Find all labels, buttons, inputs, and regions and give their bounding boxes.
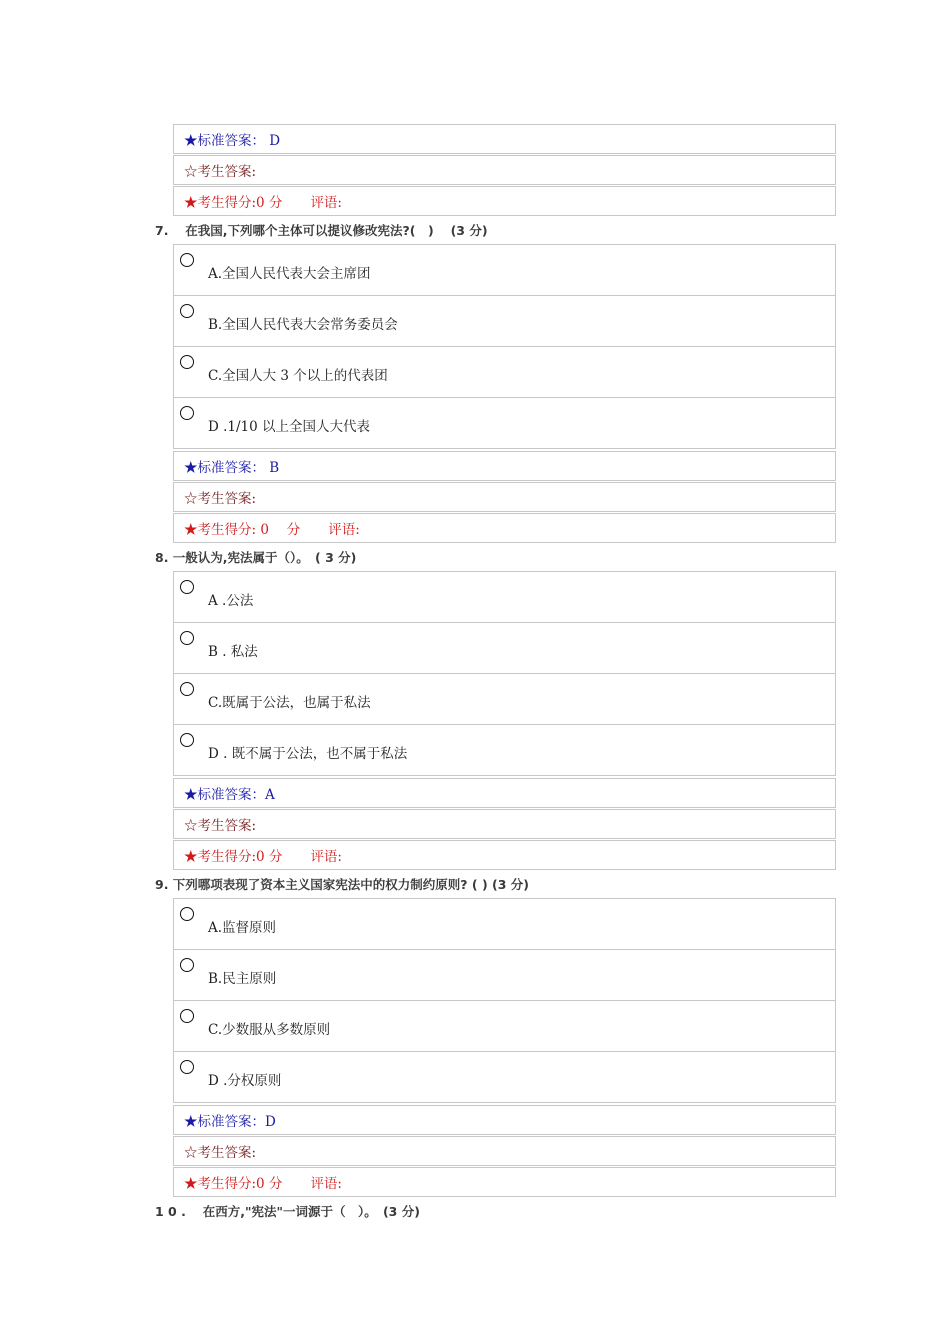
- score-row: [173, 513, 836, 543]
- option-label: D .分权原则: [208, 1073, 282, 1089]
- radio-button-icon[interactable]: [180, 1009, 194, 1023]
- option-label: A.监督原则: [208, 920, 277, 936]
- standard-answer-row: [173, 778, 836, 808]
- option-c[interactable]: [174, 1001, 835, 1052]
- comment-label: 评语:: [310, 1176, 342, 1192]
- radio-button-icon[interactable]: [180, 253, 194, 267]
- radio-button-icon[interactable]: [180, 1060, 194, 1074]
- standard-answer-row: [173, 124, 836, 154]
- radio-button-icon[interactable]: [180, 406, 194, 420]
- standard-answer-row: [173, 451, 836, 481]
- question-8-title: 8. 一般认为,宪法属于（）。 ( 3 分): [155, 550, 357, 565]
- radio-button-icon[interactable]: [180, 355, 194, 369]
- score-row: [173, 840, 836, 870]
- radio-button-icon[interactable]: [180, 580, 194, 594]
- question-7-title: 7. 在我国,下列哪个主体可以提议修改宪法?( ) (3 分): [155, 223, 488, 238]
- exam-page: [155, 124, 836, 1225]
- standard-answer-text: ★标准答案： B: [184, 460, 280, 476]
- student-answer-text: ☆考生答案:: [184, 1145, 257, 1161]
- comment-label: 评语:: [310, 195, 342, 211]
- student-answer-text: ☆考生答案:: [184, 491, 257, 507]
- option-b[interactable]: [174, 950, 835, 1001]
- radio-button-icon[interactable]: [180, 682, 194, 696]
- option-label: B.民主原则: [208, 971, 277, 987]
- question-9-options: [173, 898, 836, 1103]
- option-a[interactable]: [174, 572, 835, 623]
- question-8-options: [173, 571, 836, 776]
- option-label: C.既属于公法，也属于私法: [208, 695, 371, 711]
- option-label: A.全国人民代表大会主席团: [208, 266, 371, 282]
- option-d[interactable]: [174, 725, 835, 776]
- student-answer-text: ☆考生答案:: [184, 818, 257, 834]
- option-b[interactable]: [174, 296, 835, 347]
- student-answer-text: ☆考生答案:: [184, 164, 257, 180]
- score-text: ★考生得分:0 分: [184, 1176, 283, 1192]
- comment-label: 评语:: [328, 522, 360, 538]
- option-label: B . 私法: [208, 644, 258, 660]
- student-answer-row: [173, 809, 836, 839]
- standard-answer-text: ★标准答案：A: [184, 787, 275, 803]
- score-row: [173, 186, 836, 216]
- score-text: ★考生得分:0 分: [184, 195, 283, 211]
- radio-button-icon[interactable]: [180, 631, 194, 645]
- student-answer-row: [173, 155, 836, 185]
- radio-button-icon[interactable]: [180, 958, 194, 972]
- option-label: C.全国人大 3 个以上的代表团: [208, 368, 388, 384]
- radio-button-icon[interactable]: [180, 733, 194, 747]
- question-9-title: 9. 下列哪项表现了资本主义国家宪法中的权力制约原则? ( ) (3 分): [155, 877, 530, 892]
- option-c[interactable]: [174, 347, 835, 398]
- option-label: D .1/10 以上全国人大代表: [208, 419, 371, 435]
- option-d[interactable]: [174, 398, 835, 449]
- option-d[interactable]: [174, 1052, 835, 1103]
- option-label: C.少数服从多数原则: [208, 1022, 331, 1038]
- question-10-title: 1 0 . 在西方,"宪法"一词源于（ ）。 (3 分): [155, 1204, 420, 1219]
- option-b[interactable]: [174, 623, 835, 674]
- comment-label: 评语:: [310, 849, 342, 865]
- student-answer-row: [173, 1136, 836, 1166]
- option-a[interactable]: [174, 245, 835, 296]
- standard-answer-text: ★标准答案：D: [184, 1114, 276, 1130]
- option-c[interactable]: [174, 674, 835, 725]
- score-text: ★考生得分: 0 分: [184, 522, 301, 538]
- score-text: ★考生得分:0 分: [184, 849, 283, 865]
- standard-answer-text: ★标准答案： D: [184, 133, 281, 149]
- option-label: A .公法: [208, 593, 254, 609]
- standard-answer-row: [173, 1105, 836, 1135]
- option-label: B.全国人民代表大会常务委员会: [208, 317, 398, 333]
- question-7-options: [173, 244, 836, 449]
- student-answer-row: [173, 482, 836, 512]
- option-label: D . 既不属于公法，也不属于私法: [208, 746, 408, 762]
- radio-button-icon[interactable]: [180, 907, 194, 921]
- score-row: [173, 1167, 836, 1197]
- option-a[interactable]: [174, 899, 835, 950]
- radio-button-icon[interactable]: [180, 304, 194, 318]
